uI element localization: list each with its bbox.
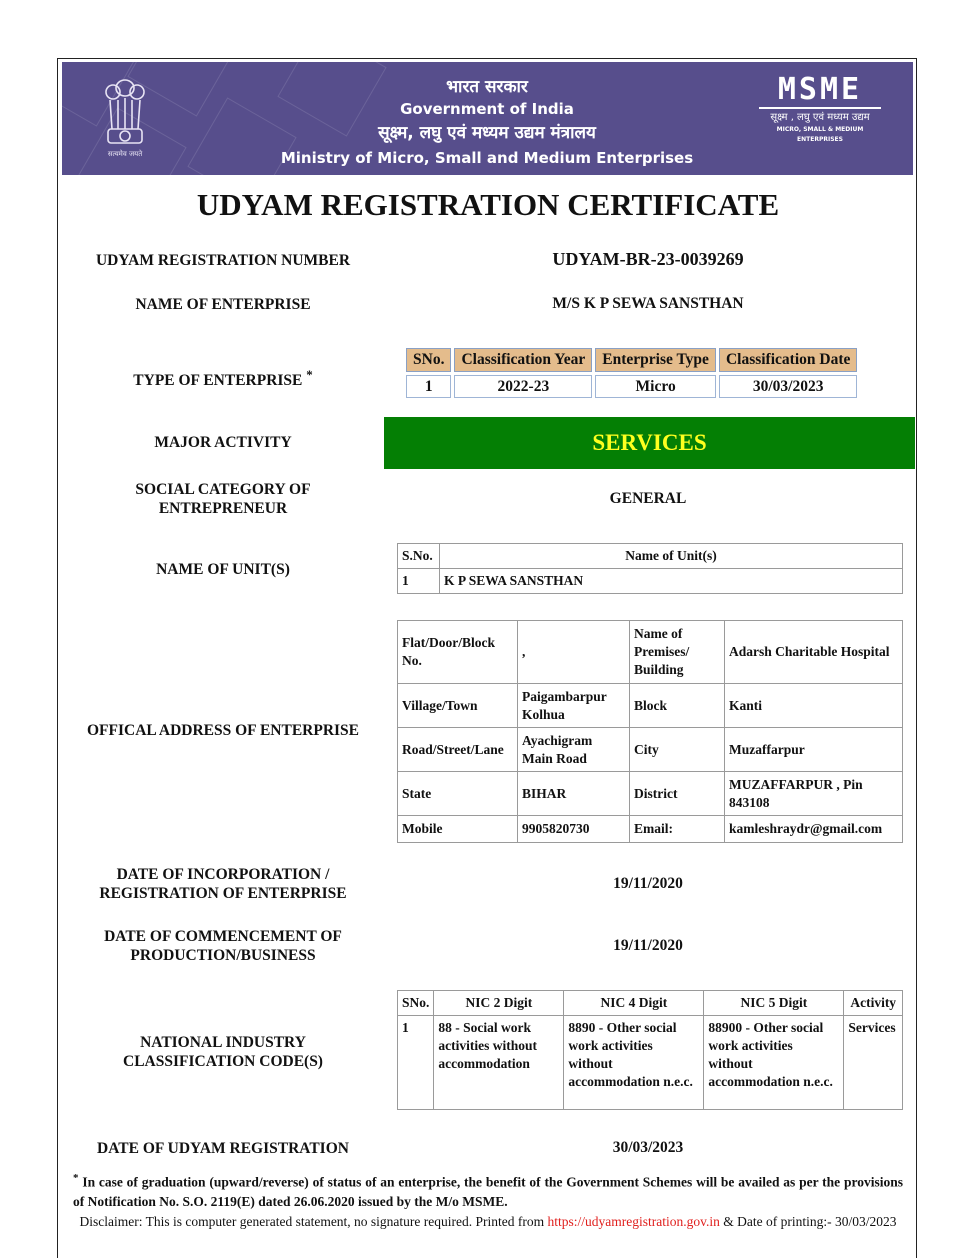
- cell-value: Paigambarpur Kolhua: [518, 684, 630, 728]
- cell-value: MUZAFFARPUR , Pin 843108: [725, 772, 903, 816]
- disclaimer-prefix: Disclaimer: This is computer generated statement, no signature required. Printed from: [79, 1214, 548, 1229]
- enterprise-name-label: NAME OF ENTERPRISE: [135, 296, 311, 313]
- table-header-row: [406, 348, 857, 372]
- nic-label-line1: NATIONAL INDUSTRY: [140, 1034, 306, 1051]
- table-row: [398, 772, 903, 816]
- cell-key: Road/Street/Lane: [398, 728, 518, 772]
- social-category-label: [58, 480, 388, 518]
- msme-logo-english: MICRO, SMALL & MEDIUM ENTERPRISES: [776, 126, 864, 143]
- table-row: [398, 684, 903, 728]
- enterprise-type-label-text: TYPE OF ENTERPRISE: [133, 372, 303, 390]
- address-table: [397, 620, 903, 843]
- cell-value: Ayachigram Main Road: [518, 728, 630, 772]
- commencement-label: [58, 927, 388, 965]
- header-nic5: NIC 5 Digit: [704, 991, 844, 1016]
- cell-sno: 1: [398, 569, 440, 594]
- msme-logo-text: MSME: [777, 72, 863, 107]
- msme-logo: [755, 74, 885, 145]
- email-value: kamleshraydr@gmail.com: [725, 816, 903, 843]
- cell-nic4: 8890 - Other social work activities without accommodation n.e.c.: [564, 1016, 704, 1110]
- cell-classification-date: 30/03/2023: [719, 375, 857, 398]
- cell-nic2: 88 - Social work activities without accommodation: [434, 1016, 564, 1110]
- cell-activity: Services: [844, 1016, 903, 1110]
- disclaimer: [73, 1212, 903, 1231]
- header-unit-name: Name of Unit(s): [440, 544, 903, 569]
- incorporation-label: [58, 865, 388, 903]
- nic-label: [58, 1033, 388, 1071]
- cell-key: District: [630, 772, 725, 816]
- cell-key: Name of Premises/ Building: [630, 621, 725, 684]
- cell-sno: 1: [398, 1016, 434, 1110]
- enterprise-name-value: M/S K P SEWA SANSTHAN: [552, 295, 744, 312]
- registration-number-value: UDYAM-BR-23-0039269: [552, 249, 744, 269]
- cell-unit-name: K P SEWA SANSTHAN: [440, 569, 903, 594]
- commencement-value: 19/11/2020: [613, 937, 683, 954]
- address-label: OFFICAL ADDRESS OF ENTERPRISE: [86, 722, 360, 739]
- cell-nic5: 88900 - Other social work activities without accommodation n.e.c.: [704, 1016, 844, 1110]
- disclaimer-suffix: & Date of printing:- 30/03/2023: [719, 1214, 897, 1229]
- cell-key: Village/Town: [398, 684, 518, 728]
- cell-key: Mobile: [398, 816, 518, 843]
- cell-key: Flat/Door/Block No.: [398, 621, 518, 684]
- header-sno: SNo.: [398, 991, 434, 1016]
- enterprise-type-table: [403, 345, 860, 401]
- header-enterprise-type: Enterprise Type: [595, 348, 716, 372]
- cell-value: ,: [518, 621, 630, 684]
- enterprise-type-label: [58, 365, 388, 390]
- english-ministry-title: Ministry of Micro, Small and Medium Enterprises: [280, 149, 694, 167]
- ministry-banner: [62, 62, 913, 175]
- header-nic2: NIC 2 Digit: [434, 991, 564, 1016]
- social-category-label-line2: ENTREPRENEUR: [158, 500, 288, 517]
- cell-enterprise-type: Micro: [595, 375, 716, 398]
- certificate-title: UDYAM REGISTRATION CERTIFICATE: [196, 187, 780, 222]
- table-row: [398, 728, 903, 772]
- header-classification-date: Classification Date: [719, 348, 857, 372]
- hindi-government-title: भारत सरकार: [446, 77, 528, 97]
- cell-value: Kanti: [725, 684, 903, 728]
- incorporation-label-line2: REGISTRATION OF ENTERPRISE: [99, 885, 347, 902]
- nic-label-line2: CLASSIFICATION CODE(S): [123, 1053, 323, 1070]
- certificate-page: [57, 58, 917, 1258]
- table-row: [398, 1016, 903, 1110]
- header-nic4: NIC 4 Digit: [564, 991, 704, 1016]
- cell-value: Adarsh Charitable Hospital: [725, 621, 903, 684]
- major-activity-label: MAJOR ACTIVITY: [154, 434, 292, 451]
- social-category-label-line1: SOCIAL CATEGORY OF: [135, 481, 311, 498]
- table-header-row: [398, 991, 903, 1016]
- commencement-label-line2: PRODUCTION/BUSINESS: [130, 947, 316, 964]
- units-label: NAME OF UNIT(S): [156, 561, 290, 578]
- table-row: [406, 375, 857, 398]
- national-emblem-icon: [100, 74, 150, 164]
- cell-key: Block: [630, 684, 725, 728]
- asterisk-marker: *: [306, 367, 313, 382]
- logo-divider: [759, 107, 881, 109]
- incorporation-value: 19/11/2020: [613, 875, 683, 892]
- cell-value: 9905820730: [518, 816, 630, 843]
- udyam-date-value: 30/03/2023: [612, 1139, 684, 1156]
- header-classification-year: Classification Year: [454, 348, 592, 372]
- table-header-row: [398, 544, 903, 569]
- major-activity-value: SERVICES: [384, 417, 915, 469]
- footnote: [73, 1169, 903, 1211]
- incorporation-label-line1: DATE OF INCORPORATION /: [116, 866, 330, 883]
- cell-classification-year: 2022-23: [454, 375, 592, 398]
- nic-table: [397, 990, 903, 1110]
- cell-value: Muzaffarpur: [725, 728, 903, 772]
- hindi-ministry-title: सूक्ष्म, लघु एवं मध्यम उद्यम मंत्रालय: [378, 123, 596, 143]
- table-row: [398, 569, 903, 594]
- cell-value: BIHAR: [518, 772, 630, 816]
- cell-key: City: [630, 728, 725, 772]
- header-sno: SNo.: [406, 348, 451, 372]
- social-category-value: GENERAL: [609, 490, 687, 507]
- registration-number-label: UDYAM REGISTRATION NUMBER: [95, 252, 351, 269]
- cell-key: State: [398, 772, 518, 816]
- header-sno: S.No.: [398, 544, 440, 569]
- units-table: [397, 543, 903, 594]
- commencement-label-line1: DATE OF COMMENCEMENT OF: [104, 928, 342, 945]
- banner-titles: [262, 76, 712, 170]
- cell-key: Email:: [630, 816, 725, 843]
- udyam-website-link[interactable]: https://udyamregistration.gov.in: [547, 1214, 720, 1229]
- table-row: [398, 816, 903, 843]
- table-row: [398, 621, 903, 684]
- header-activity: Activity: [844, 991, 903, 1016]
- udyam-date-label: DATE OF UDYAM REGISTRATION: [97, 1140, 349, 1157]
- svg-text:सत्यमेव जयते: सत्यमेव जयते: [107, 150, 143, 158]
- msme-logo-hindi: सूक्ष्म , लघु एवं मध्यम उद्यम: [770, 112, 870, 123]
- asterisk-marker: *: [73, 1172, 79, 1184]
- footnote-text: In case of graduation (upward/reverse) of status of an enterprise, the benefit of the Government Schemes will be availed as per the provisions of Notification No. S.O. 2119(E) dated 26.06.2020 issued by the M/o MSME.: [73, 1174, 903, 1209]
- cell-sno: 1: [406, 375, 451, 398]
- english-government-title: Government of India: [400, 100, 574, 118]
